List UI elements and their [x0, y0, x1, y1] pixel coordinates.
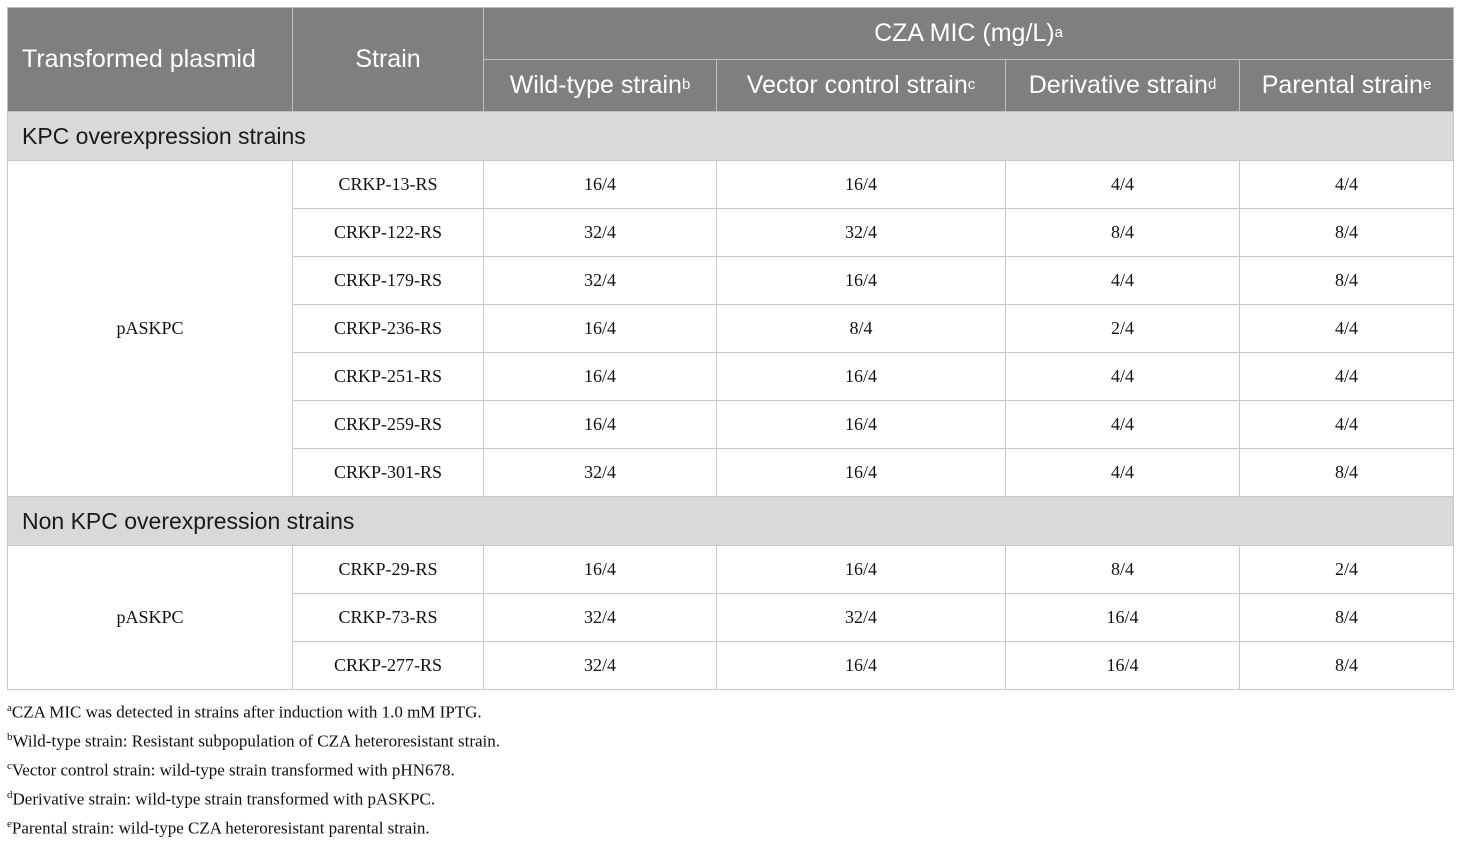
- mic-table-container: [7, 7, 1453, 841]
- vector-control-mic-cell: 32/4: [717, 594, 1006, 642]
- footnotes: [7, 696, 1453, 841]
- wild-type-mic-cell: 16/4: [484, 305, 717, 353]
- derivative-mic-cell: 4/4: [1006, 401, 1240, 449]
- strain-cell: CRKP-29-RS: [293, 546, 484, 594]
- footnote-mark: b: [7, 731, 13, 744]
- strain-cell: CRKP-236-RS: [293, 305, 484, 353]
- mic-table: [7, 7, 1454, 690]
- footnote-text: CZA MIC was detected in strains after induction with 1.0 mM IPTG.: [11, 702, 482, 722]
- strain-cell: CRKP-301-RS: [293, 449, 484, 497]
- strain-cell: CRKP-259-RS: [293, 401, 484, 449]
- header-vector-control: Vector control strain$^c$: [717, 60, 1006, 112]
- vector-control-mic-cell: 32/4: [717, 209, 1006, 257]
- footnote-text: Vector control strain: wild-type strain transformed with pHN678.: [11, 760, 455, 780]
- strain-cell: CRKP-179-RS: [293, 257, 484, 305]
- header-derivative: Derivative strain$^d$: [1006, 60, 1240, 112]
- vector-control-mic-cell: 16/4: [717, 642, 1006, 690]
- wild-type-mic-cell: 32/4: [484, 257, 717, 305]
- parental-mic-cell: 8/4: [1240, 594, 1454, 642]
- header-cza-mic-label: CZA MIC (mg/L): [874, 19, 1055, 47]
- wild-type-mic-cell: 32/4: [484, 449, 717, 497]
- footnote-mark: d: [7, 789, 13, 802]
- parental-mic-cell: 8/4: [1240, 449, 1454, 497]
- wild-type-mic-cell: 16/4: [484, 353, 717, 401]
- parental-mic-cell: 8/4: [1240, 257, 1454, 305]
- derivative-mic-cell: 4/4: [1006, 257, 1240, 305]
- footnote-mark: a: [7, 702, 12, 714]
- strain-cell: CRKP-251-RS: [293, 353, 484, 401]
- header-parental: Parental strain$^e$: [1240, 60, 1454, 112]
- header-cza-mic-sup: a: [1054, 24, 1063, 41]
- derivative-mic-cell: 4/4: [1006, 449, 1240, 497]
- footnote-text: Wild-type strain: Resistant subpopulation of CZA heteroresistant strain.: [12, 731, 501, 751]
- wild-type-mic-cell: 32/4: [484, 209, 717, 257]
- table-row: [8, 546, 1454, 594]
- derivative-mic-cell: 8/4: [1006, 546, 1240, 594]
- derivative-mic-cell: 4/4: [1006, 353, 1240, 401]
- derivative-mic-cell: 8/4: [1006, 209, 1240, 257]
- parental-mic-cell: 8/4: [1240, 642, 1454, 690]
- strain-cell: CRKP-13-RS: [293, 161, 484, 209]
- header-transformed-plasmid: Transformed plasmid: [8, 8, 293, 112]
- strain-cell: CRKP-122-RS: [293, 209, 484, 257]
- vector-control-mic-cell: 16/4: [717, 257, 1006, 305]
- vector-control-mic-cell: 16/4: [717, 546, 1006, 594]
- footnote: [7, 696, 1453, 725]
- vector-control-mic-cell: 16/4: [717, 449, 1006, 497]
- vector-control-mic-cell: 16/4: [717, 161, 1006, 209]
- derivative-mic-cell: 16/4: [1006, 594, 1240, 642]
- footnote-text: Derivative strain: wild-type strain transformed with pASKPC.: [12, 789, 436, 809]
- plasmid-cell: pASKPC: [8, 546, 293, 690]
- parental-mic-cell: 4/4: [1240, 353, 1454, 401]
- section-title: Non KPC overexpression strains: [8, 497, 1454, 546]
- parental-mic-cell: 4/4: [1240, 161, 1454, 209]
- vector-control-mic-cell: 16/4: [717, 353, 1006, 401]
- header-cza-mic-group: [484, 8, 1454, 60]
- strain-cell: CRKP-73-RS: [293, 594, 484, 642]
- vector-control-mic-cell: 8/4: [717, 305, 1006, 353]
- footnote: [7, 783, 1453, 812]
- derivative-mic-cell: 2/4: [1006, 305, 1240, 353]
- parental-mic-cell: 4/4: [1240, 305, 1454, 353]
- parental-mic-cell: 8/4: [1240, 209, 1454, 257]
- parental-mic-cell: 4/4: [1240, 401, 1454, 449]
- footnote: [7, 754, 1453, 783]
- wild-type-mic-cell: 32/4: [484, 594, 717, 642]
- footnote-mark: c: [7, 760, 12, 773]
- wild-type-mic-cell: 32/4: [484, 642, 717, 690]
- derivative-mic-cell: 16/4: [1006, 642, 1240, 690]
- footnote-text: Parental strain: wild-type CZA heteroresistant parental strain.: [11, 818, 430, 838]
- vector-control-mic-cell: 16/4: [717, 401, 1006, 449]
- footnote: [7, 812, 1453, 841]
- wild-type-mic-cell: 16/4: [484, 546, 717, 594]
- strain-cell: CRKP-277-RS: [293, 642, 484, 690]
- header-wild-type: Wild-type strain$^b$: [484, 60, 717, 112]
- parental-mic-cell: 2/4: [1240, 546, 1454, 594]
- footnote: [7, 725, 1453, 754]
- footnote-mark: e: [7, 818, 12, 831]
- section-header-row: [8, 497, 1454, 546]
- table-row: [8, 161, 1454, 209]
- plasmid-cell: pASKPC: [8, 161, 293, 497]
- section-title: KPC overexpression strains: [8, 112, 1454, 161]
- derivative-mic-cell: 4/4: [1006, 161, 1240, 209]
- wild-type-mic-cell: 16/4: [484, 161, 717, 209]
- header-strain: Strain: [293, 8, 484, 112]
- table-body: [8, 112, 1454, 690]
- wild-type-mic-cell: 16/4: [484, 401, 717, 449]
- section-header-row: [8, 112, 1454, 161]
